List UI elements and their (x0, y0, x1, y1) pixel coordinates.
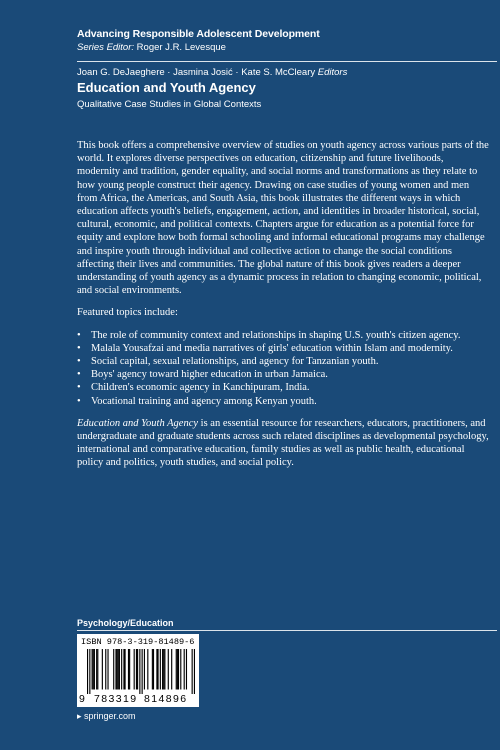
barcode-bar (113, 649, 114, 690)
topic-item: • Social capital, sexual relationships, and agency for Tanzanian youth. (77, 355, 489, 368)
barcode-bar (153, 649, 154, 690)
closing-paragraph (77, 417, 489, 470)
barcode-bar (115, 649, 116, 690)
barcode-bar (176, 649, 177, 690)
barcode-bar (125, 649, 126, 690)
barcode-bar (119, 649, 120, 690)
barcode-bar (107, 649, 108, 690)
barcode-bar (102, 649, 103, 690)
featured-topics-list (77, 329, 489, 408)
barcode-bar (97, 649, 98, 690)
barcode-bar (162, 649, 163, 690)
topic-item: • The role of community context and relationships in shaping U.S. youth's citizen agency. (77, 329, 489, 342)
barcode-bar (156, 649, 157, 690)
barcode-bar (194, 649, 195, 694)
barcode-bar (168, 649, 169, 690)
series-editor-label: Series Editor: (77, 42, 135, 53)
authors-role: Editors (317, 67, 348, 78)
blurb-paragraph: This book offers a comprehensive overview of studies on youth agency across various parts of the world. It explores diverse perspectives on education, citizenship and future livelihoods, modernity and tradition, gender equality, and social norms and transformations as they relate to how young people construct their agency. Drawing on case studies of young women and men from Africa, the Americas, and South Asia, this book illustrates the different ways in which education affects youth's beliefs, engagement, action, and identities in broader historical, social, cultural, economic, and political contexts. Chapters argue for education as a potential force for equity and explore how both formal schooling and informal educational programs may challenge and inspire youth through individual and collective action to change the social conditions affecting their lives and communities. The global nature of this book gives readers a deeper understanding of youth agency as a dynamic process in relation to changing economic, political, and social environments. (77, 140, 489, 297)
barcode-bar (123, 649, 124, 690)
barcode-bar (89, 649, 90, 694)
topic-item: • Malala Yousafzai and media narratives of girls' education within Islam and modernity. (77, 342, 489, 355)
barcode-bar (186, 649, 187, 690)
barcode-bar (136, 649, 137, 690)
barcode-bar (184, 649, 185, 690)
barcode-icon (87, 649, 195, 694)
barcode-bar (129, 649, 130, 690)
barcode-bar (96, 649, 97, 690)
featured-topics-intro: Featured topics include: (77, 307, 178, 319)
barcode-bar (152, 649, 153, 690)
barcode-bar (134, 649, 135, 690)
barcode-bar (160, 649, 161, 690)
barcode-bar (171, 649, 172, 690)
book-title: Education and Youth Agency (77, 80, 256, 95)
divider-bottom (77, 630, 497, 631)
barcode-bar (192, 649, 193, 694)
barcode-bar (93, 649, 94, 690)
barcode-panel (77, 634, 199, 707)
series-editor (77, 41, 477, 54)
barcode-bar (118, 649, 119, 690)
barcode-bar (121, 649, 122, 690)
barcode-bar (178, 649, 179, 690)
topic-item: • Boys' agency toward higher education in urban Jamaica. (77, 368, 489, 381)
barcode-right-digits: 814896 (144, 693, 188, 705)
topic-item: • Children's economic agency in Kanchipuram, India. (77, 381, 489, 394)
isbn-number: ISBN 978-3-319-81489-6 (81, 637, 195, 647)
barcode-bar (117, 649, 118, 690)
barcode-left-digits: 783319 (94, 693, 138, 705)
topic-item: • Vocational training and agency among Kenyan youth. (77, 395, 489, 408)
authors-line (77, 66, 347, 79)
barcode-bar (144, 649, 145, 690)
closing-book-title: Education and Youth Agency (77, 417, 199, 429)
barcode-bar (139, 649, 140, 694)
barcode-bar (163, 649, 164, 690)
author-names: Joan G. DeJaeghere · Jasmina Josić · Kate S. McCleary (77, 67, 316, 78)
book-subtitle: Qualitative Case Studies in Global Contexts (77, 99, 262, 110)
barcode-bar (180, 649, 181, 690)
barcode-bar (94, 649, 95, 690)
barcode-bar (92, 649, 93, 690)
barcode-lead-digit: 9 (79, 693, 85, 705)
series-header (77, 27, 477, 54)
divider-top (77, 61, 497, 62)
publisher-website-text: springer.com (84, 711, 136, 721)
publisher-website: ▸ springer.com (77, 711, 136, 721)
barcode-bar (87, 649, 88, 694)
barcode-bar (128, 649, 129, 690)
barcode-bar (142, 649, 143, 694)
closing-text: is an essential resource for researchers, educators, practitioners, and undergraduate and graduate students across such related disciplines as developmental psychology, international and comparative education, family studies as well as public health, educational policy and politics, youth studies, and social policy. (77, 417, 489, 469)
subject-category: Psychology/Education (77, 618, 174, 628)
barcode-bar (137, 649, 138, 690)
barcode-bar (164, 649, 165, 690)
back-cover-blurb (77, 139, 489, 479)
series-editor-name: Roger J.R. Levesque (136, 42, 226, 53)
barcode-bar (105, 649, 106, 690)
barcode-bar (157, 649, 158, 690)
series-title: Advancing Responsible Adolescent Development (77, 28, 320, 40)
barcode-bar (147, 649, 148, 690)
barcode-bar (177, 649, 178, 690)
